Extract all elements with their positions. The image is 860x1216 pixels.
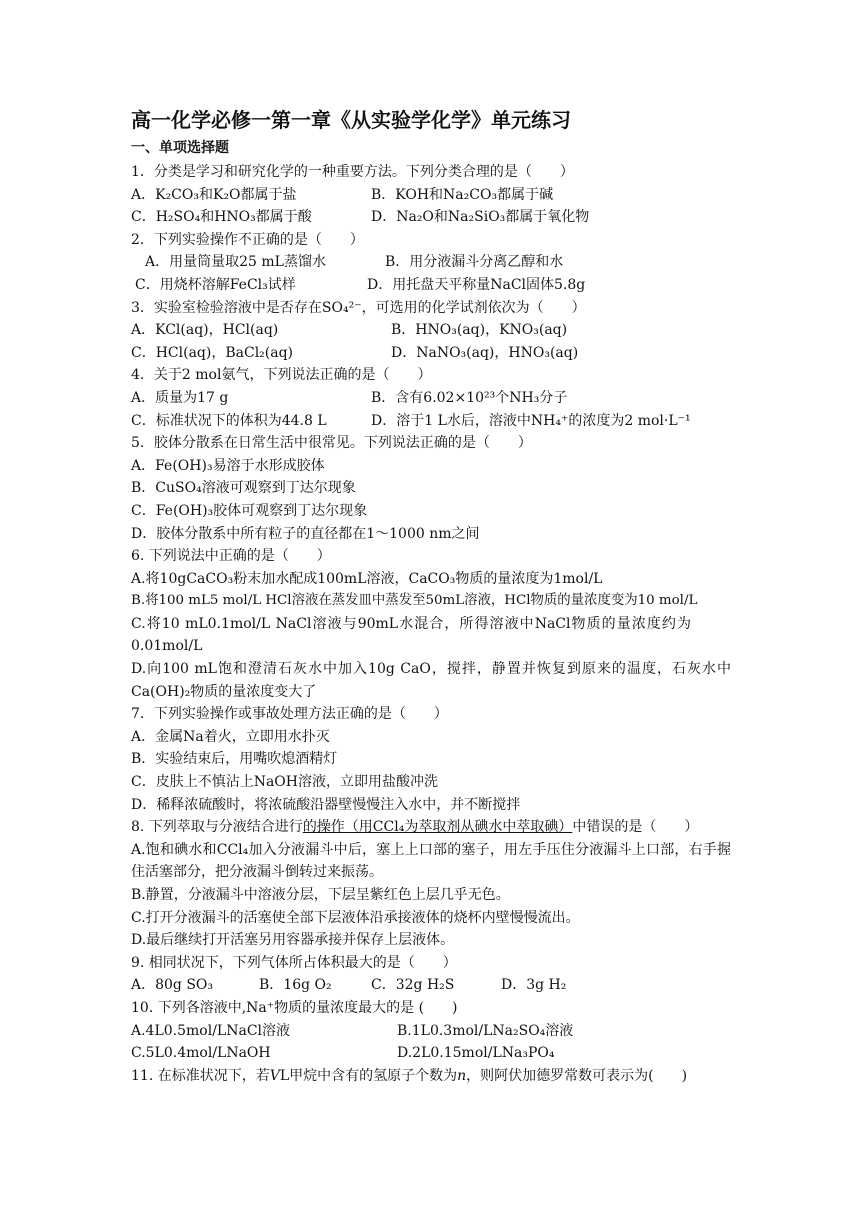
question-5-option-b: B．CuSO₄溶液可观察到丁达尔现象: [131, 480, 356, 497]
worksheet: [131, 104, 741, 1087]
question-2-option-b: B．用分液漏斗分离乙醇和水: [385, 254, 564, 271]
question-11-variable-v: V: [269, 1067, 280, 1084]
page-title: 高一化学必修一第一章《从实验学化学》单元练习: [131, 108, 571, 132]
question-5-option-a: A．Fe(OH)₃易溶于水形成胶体: [131, 457, 325, 474]
question-11-stem-suffix: ，则阿伏加德罗常数可表示为( ): [466, 1067, 688, 1084]
question-4-options-row2: [131, 410, 741, 433]
question-4-option-c: C．标准状况下的体积为44.8 L: [131, 412, 327, 429]
question-8-option-c: C.打开分液漏斗的活塞使全部下层液体沿承接液体的烧杯内壁慢慢流出。: [131, 909, 580, 926]
question-1-option-d: D．Na₂O和Na₂SiO₃都属于氧化物: [371, 209, 590, 226]
section-heading: 一、单项选择题: [131, 140, 229, 156]
question-10-option-d: D.2L0.15mol/LNa₃PO₄: [397, 1045, 555, 1062]
question-7-option-a: A．金属Na着火，立即用水扑灭: [131, 728, 330, 745]
question-2-stem: 2．下列实验操作不正确的是（ ）: [131, 231, 364, 248]
question-6-option-b: B.将100 mL5 mol/L HCl溶液在蒸发皿中蒸发至50mL溶液，HCl物质的量浓度变为10 mol/L: [131, 593, 698, 609]
question-3-stem: 3．实验室检验溶液中是否存在SO₄²⁻，可选用的化学试剂依次为（ ）: [131, 299, 586, 316]
question-8-stem: [131, 816, 741, 839]
question-10-option-a: A.4L0.5mol/LNaCl溶液: [131, 1022, 291, 1039]
question-2-options-row2: [131, 274, 741, 297]
question-8-option-a: A.饱和碘水和CCl₄加入分液漏斗中后，塞上上口部的塞子，用左手压住分液漏斗上口部，右手握住活塞部分，把分液漏斗倒转过来振荡。: [131, 841, 731, 881]
question-10-option-c: C.5L0.4mol/LNaOH: [131, 1045, 271, 1062]
question-5-option-c: C．Fe(OH)₃胶体可观察到丁达尔现象: [131, 502, 368, 519]
question-1-option-a: A．K₂CO₃和K₂O都属于盐: [131, 186, 297, 203]
question-2-options-row1: [131, 251, 741, 274]
question-2-option-d: D．用托盘天平称量NaCl固体5.8g: [367, 276, 586, 293]
question-7-option-c: C．皮肤上不慎沾上NaOH溶液，立即用盐酸冲洗: [131, 774, 438, 791]
question-8-stem-suffix: 中错误的是（ ）: [572, 819, 699, 836]
question-8-option-d: D.最后继续打开活塞另用容器承接并保存上层液体。: [131, 932, 455, 949]
question-7-stem: 7．下列实验操作或事故处理方法正确的是（ ）: [131, 706, 448, 723]
question-9-options-row: [131, 974, 741, 997]
question-11-stem-middle: L甲烷中含有的氢原子个数为: [279, 1067, 458, 1084]
question-3-option-a: A．KCl(aq)，HCl(aq): [131, 322, 279, 339]
question-10-option-b: B.1L0.3mol/LNa₂SO₄溶液: [397, 1022, 574, 1039]
question-6-option-a: A.将10gCaCO₃粉末加水配成100mL溶液，CaCO₃物质的量浓度为1mol/L: [131, 570, 603, 587]
question-10-stem: 10. 下列各溶液中,Na⁺物质的量浓度最大的是 ( ): [131, 999, 458, 1016]
question-5-stem: 5．胶体分散系在日常生活中很常见。下列说法正确的是（ ）: [131, 435, 532, 452]
question-7-option-d: D．稀释浓硫酸时，将浓硫酸沿器壁慢慢注入水中，并不断搅拌: [131, 796, 521, 813]
question-11-stem-prefix: 11. 在标准状况下，若: [131, 1067, 270, 1084]
question-10-options-row2: [131, 1042, 741, 1065]
question-3-option-d: D．NaNO₃(aq)，HNO₃(aq): [391, 344, 579, 361]
question-8-stem-underlined: 的操作（用CCl₄为萃取剂从碘水中萃取碘）: [302, 819, 573, 836]
question-1-option-c: C．H₂SO₄和HNO₃都属于酸: [131, 209, 312, 226]
question-11-stem: [131, 1065, 741, 1088]
question-4-stem: 4．关于2 mol氨气，下列说法正确的是（ ）: [131, 367, 432, 384]
question-5-option-d: D．胶体分散系中所有粒子的直径都在1～1000 nm之间: [131, 525, 480, 542]
question-8-option-b: B.静置，分液漏斗中溶液分层，下层呈紫红色上层几乎无色。: [131, 887, 510, 903]
question-9-stem: 9. 相同状况下，下列气体所占体积最大的是（ ）: [131, 954, 457, 971]
question-11-variable-n: n: [457, 1067, 467, 1084]
question-9-option-d: D．3g H₂: [501, 977, 567, 994]
question-9-option-a: A．80g SO₃: [131, 977, 214, 994]
question-2-option-a: A．用量筒量取25 mL蒸馏水: [145, 254, 326, 271]
question-8-stem-prefix: 8. 下列萃取与分液结合进行: [131, 819, 303, 836]
question-1-options-row2: [131, 206, 741, 229]
question-6-stem: 6. 下列说法中正确的是（ ）: [131, 548, 331, 565]
question-4-options-row1: [131, 387, 741, 410]
question-1-options-row1: [131, 184, 741, 207]
question-4-option-a: A．质量为17 g: [131, 389, 229, 406]
question-1-option-b: B．KOH和Na₂CO₃都属于碱: [371, 186, 554, 203]
question-9-option-b: B．16g O₂: [259, 977, 332, 994]
question-1-stem: 1．分类是学习和研究化学的一种重要方法。下列分类合理的是（ ）: [131, 164, 574, 180]
question-4-option-d: D．溶于1 L水后，溶液中NH₄⁺的浓度为2 mol·L⁻¹: [371, 412, 691, 429]
question-3-options-row2: [131, 342, 741, 365]
question-9-option-c: C．32g H₂S: [371, 977, 455, 994]
question-6-option-d: D.向100 mL饱和澄清石灰水中加入10g CaO，搅拌，静置并恢复到原来的温度，石灰水中Ca(OH)₂物质的量浓度变大了: [131, 661, 731, 700]
question-6-option-c: C.将10 mL0.1mol/L NaCl溶液与90mL水混合，所得溶液中NaCl物质的量浓度约为0.01mol/L: [131, 615, 691, 655]
question-4-option-b: B．含有6.02×10²³个NH₃分子: [371, 389, 568, 406]
question-7-option-b: B．实验结束后，用嘴吹熄酒精灯: [131, 751, 338, 768]
question-3-option-b: B．HNO₃(aq)，KNO₃(aq): [391, 322, 568, 339]
question-10-options-row1: [131, 1020, 741, 1043]
question-3-option-c: C．HCl(aq)，BaCl₂(aq): [131, 344, 294, 361]
question-3-options-row1: [131, 319, 741, 342]
question-2-option-c: C．用烧杯溶解FeCl₃试样: [135, 276, 296, 293]
